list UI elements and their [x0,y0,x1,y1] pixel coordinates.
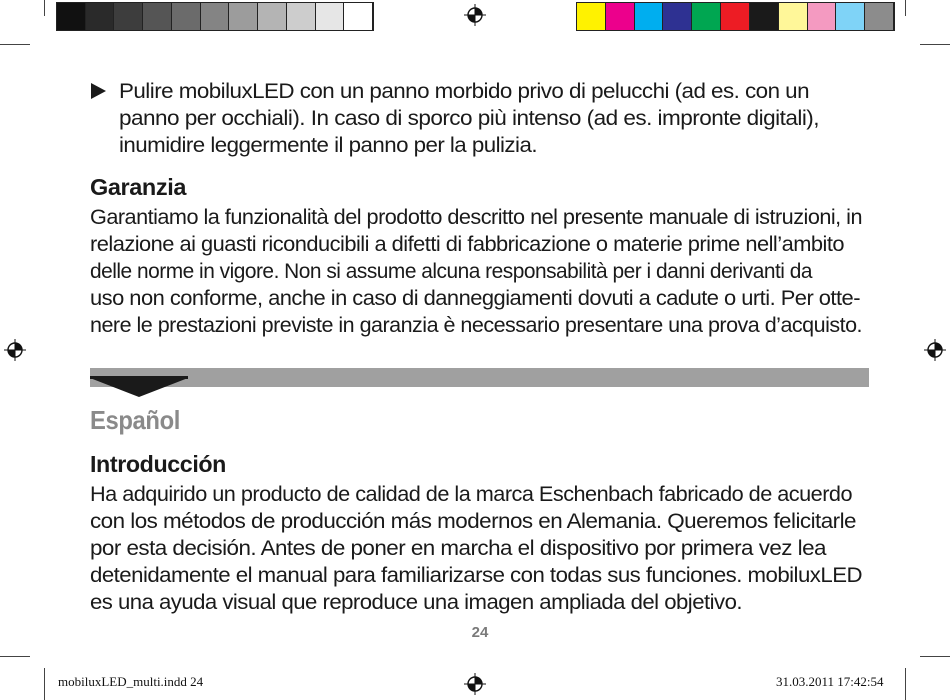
color-swatch [114,3,143,30]
crop-mark-top-left-h [0,44,30,45]
warranty-line: delle norme in vigore. Non si assume alcuna responsabilità per i danni derivanti da [90,260,812,283]
registration-mark-left-icon [4,339,26,361]
introduction-line: con los métodos de producción más modernos en Alemania. Queremos felicitarle [90,510,857,533]
process-color-bar [576,2,895,31]
color-swatch [606,3,635,30]
cleaning-instruction-text [119,78,819,159]
section-divider [90,368,869,387]
color-swatch [779,3,808,30]
color-swatch [692,3,721,30]
color-swatch [143,3,172,30]
color-swatch [836,3,865,30]
color-swatch [721,3,750,30]
introduction-line: Ha adquirido un producto de calidad de la marca Eschenbach fabricado de acuerdo [90,483,852,506]
cleaning-line: panno per occhiali). In caso di sporco più intenso (ad es. impronte digitali), [119,107,819,130]
color-swatch [750,3,779,30]
color-swatch [344,3,373,30]
crop-mark-top-left [44,0,45,16]
crop-mark-top-right [905,0,906,16]
color-swatch [808,3,837,30]
grayscale-color-bar [56,2,374,31]
introduction-heading: Introducción [90,451,226,477]
warranty-line: uso non conforme, anche in caso di danneggiamenti dovuti a cadute o urti. Per otte- [90,287,860,310]
section-divider-arrow-icon [90,378,188,397]
registration-mark-right-icon [924,339,946,361]
page-number: 24 [471,624,489,641]
color-swatch [635,3,664,30]
warranty-line: relazione ai guasti riconducibili a difetti di fabbricazione o materie prime nell’ambito [90,233,844,256]
color-swatch [86,3,115,30]
slug-file-info: mobiluxLED_multi.indd 24 [58,674,204,689]
registration-mark-top-icon [464,4,486,26]
introduction-line: detenidamente el manual para familiarizarse con todas sus funciones. mobiluxLED [90,564,862,587]
introduction-paragraph [90,481,862,616]
cleaning-line: Pulire mobiluxLED con un panno morbido privo di pelucchi (ad es. con un [119,80,809,103]
crop-mark-top-right-h [920,44,950,45]
warranty-line: nere le prestazioni previste in garanzia è necessario presentare una prova d’acquisto. [90,314,862,337]
crop-mark-bottom-left [44,668,45,700]
introduction-line: es una ayuda visual que reproduce una imagen ampliada del objetivo. [90,591,743,614]
crop-mark-bottom-right-h [920,656,950,657]
color-swatch [201,3,230,30]
warranty-line: Garantiamo la funzionalità del prodotto descritto nel presente manuale di istruzioni, in [90,206,862,229]
crop-mark-bottom-left-h [0,656,30,657]
bullet-arrow-icon [91,83,106,99]
color-swatch [172,3,201,30]
color-swatch [229,3,258,30]
color-swatch [57,3,86,30]
crop-mark-bottom-right [905,668,906,700]
warranty-paragraph [90,204,862,339]
language-section-title: Español [90,405,180,435]
color-swatch [577,3,606,30]
warranty-heading: Garanzia [90,174,186,200]
color-swatch [287,3,316,30]
color-swatch [316,3,345,30]
color-swatch [865,3,894,30]
introduction-line: por esta decisión. Antes de poner en marcha el dispositivo por primera vez lea [90,537,826,560]
color-swatch [258,3,287,30]
cleaning-line: inumidire leggermente il panno per la pulizia. [119,134,537,157]
slug-timestamp: 31.03.2011 17:42:54 [776,674,884,689]
registration-mark-bottom-icon [464,673,486,695]
color-swatch [663,3,692,30]
